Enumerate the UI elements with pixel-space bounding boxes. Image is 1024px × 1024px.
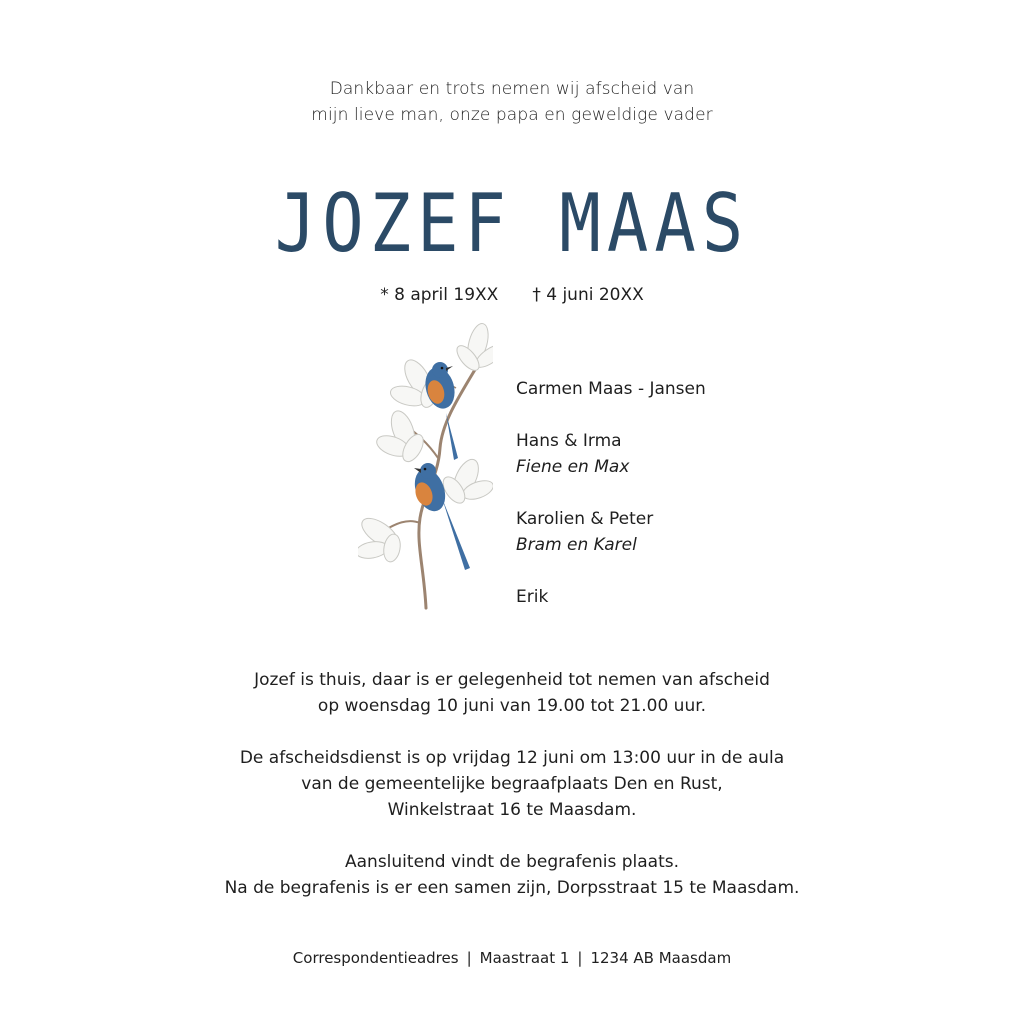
ceremony-info <box>0 667 1024 927</box>
family-group <box>516 376 706 402</box>
family-group <box>516 428 706 480</box>
life-dates <box>0 283 1024 307</box>
family-member-name: Karolien & Peter <box>516 509 654 529</box>
family-member-name: Carmen Maas - Jansen <box>516 379 706 399</box>
address-street: Maastraat 1 <box>479 949 570 967</box>
death-date: † 4 juni 20XX <box>532 285 644 305</box>
family-group <box>516 584 706 610</box>
service-line: van de gemeentelijke begraafplaats Den en Rust, <box>301 774 723 794</box>
burial-info <box>0 849 1024 901</box>
family-member-name: Hans & Irma <box>516 431 622 451</box>
address-separator: | <box>577 949 583 967</box>
service-info <box>0 745 1024 823</box>
burial-line: Na de begrafenis is er een samen zijn, Dorpsstraat 15 te Maasdam. <box>224 878 800 898</box>
family-children: Bram en Karel <box>516 535 637 555</box>
burial-line: Aansluitend vindt de begrafenis plaats. <box>345 852 679 872</box>
intro-line-1: Dankbaar en trots nemen wij afscheid van <box>329 79 695 99</box>
address-city: 1234 AB Maasdam <box>590 949 732 967</box>
birth-date: * 8 april 19XX <box>380 285 499 305</box>
magnolia-birds-illustration <box>358 318 493 610</box>
correspondence-address <box>0 946 1024 970</box>
visit-info <box>0 667 1024 719</box>
service-line: De afscheidsdienst is op vrijdag 12 juni om 13:00 uur in de aula <box>239 748 785 768</box>
service-line: Winkelstraat 16 te Maasdam. <box>387 800 637 820</box>
family-member-name: Erik <box>516 587 549 607</box>
intro-text <box>0 76 1024 128</box>
visit-line: Jozef is thuis, daar is er gelegenheid tot nemen van afscheid <box>254 670 770 690</box>
intro-line-2: mijn lieve man, onze papa en geweldige vader <box>311 105 713 125</box>
family-list <box>516 376 706 636</box>
deceased-name: JOZEF MAAS <box>274 177 750 270</box>
family-children: Fiene en Max <box>516 457 630 477</box>
address-label: Correspondentieadres <box>292 949 459 967</box>
family-group <box>516 506 706 558</box>
address-separator: | <box>466 949 472 967</box>
visit-line: op woensdag 10 juni van 19.00 tot 21.00 uur. <box>317 696 707 716</box>
